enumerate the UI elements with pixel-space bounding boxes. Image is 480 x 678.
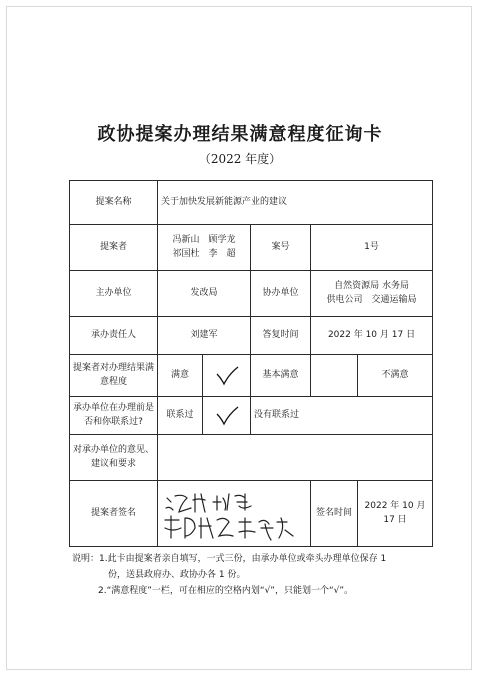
lead-unit-label: 主办单位 <box>70 271 158 317</box>
row-signature <box>70 481 433 547</box>
proposer-names-line2: 祁国杜 李 超 <box>172 248 236 259</box>
page-subtitle-year: （2022 年度） <box>198 152 282 166</box>
row-satisfaction <box>70 355 433 397</box>
row-opinion <box>70 435 433 481</box>
opinion-label: 对承办单位的意见、建议和要求 <box>70 435 158 481</box>
co-unit-label: 协办单位 <box>251 271 311 317</box>
proposal-name-label: 提案名称 <box>70 181 158 225</box>
proposer-label: 提案者 <box>70 225 158 271</box>
proposal-name-value: 关于加快发展新能源产业的建议 <box>158 181 433 225</box>
notes-section <box>72 551 412 599</box>
reply-time-value: 2022 年 10 月 17 日 <box>311 317 433 355</box>
row-proposal-name <box>70 181 433 225</box>
page-title: 政协提案办理结果满意程度征询卡 <box>97 124 383 145</box>
sign-time-label: 签名时间 <box>311 481 358 547</box>
note-2: 2.“满意程度”一栏，可在相应的空格内划“√”，只能划一个“√”。 <box>98 586 354 596</box>
satisfied-label: 满意 <box>158 355 203 397</box>
note-1-continued: 份，送县政府办、政协办各 1 份。 <box>108 570 246 580</box>
row-responsible <box>70 317 433 355</box>
reply-time-label: 答复时间 <box>251 317 311 355</box>
co-unit-line2: 供电公司 交通运输局 <box>326 294 417 305</box>
satisfaction-label: 提案者对办理结果满意程度 <box>70 355 158 397</box>
proposer-names <box>158 225 251 271</box>
not-satisfied-label[interactable]: 不满意 <box>358 355 433 397</box>
basically-satisfied-checkbox[interactable] <box>311 355 358 397</box>
co-unit-value <box>311 271 433 317</box>
row-units <box>70 271 433 317</box>
opinion-field[interactable] <box>158 435 433 481</box>
note-1: 说明：1.此卡由提案者亲自填写，一式三份，由承办单位或牵头办理单位保存 1 <box>72 554 387 564</box>
check-mark-icon <box>214 405 240 427</box>
case-no-value: 1号 <box>311 225 433 271</box>
co-unit-line1: 自然资源局 水务局 <box>334 280 409 291</box>
signature-label: 提案者签名 <box>70 481 158 547</box>
contacted-label: 联系过 <box>158 397 203 435</box>
basically-satisfied-label: 基本满意 <box>251 355 311 397</box>
handwritten-signatures-icon <box>161 488 311 544</box>
inquiry-card-table <box>69 180 433 547</box>
lead-unit-value: 发改局 <box>158 271 251 317</box>
contacted-checkbox[interactable] <box>203 397 251 435</box>
proposer-names-line1: 冯新山 顾学龙 <box>172 234 236 245</box>
check-mark-icon <box>214 365 240 387</box>
responsible-label: 承办责任人 <box>70 317 158 355</box>
contact-question-label: 承办单位在办理前是否和你联系过? <box>70 397 158 435</box>
responsible-value: 刘建军 <box>158 317 251 355</box>
signature-field[interactable] <box>158 481 311 547</box>
case-no-label: 案号 <box>251 225 311 271</box>
not-contacted-label[interactable]: 没有联系过 <box>251 397 433 435</box>
row-contact <box>70 397 433 435</box>
row-proposer <box>70 225 433 271</box>
sign-time-value[interactable]: 2022 年 10 月 17 日 <box>358 481 433 547</box>
satisfied-checkbox[interactable] <box>203 355 251 397</box>
